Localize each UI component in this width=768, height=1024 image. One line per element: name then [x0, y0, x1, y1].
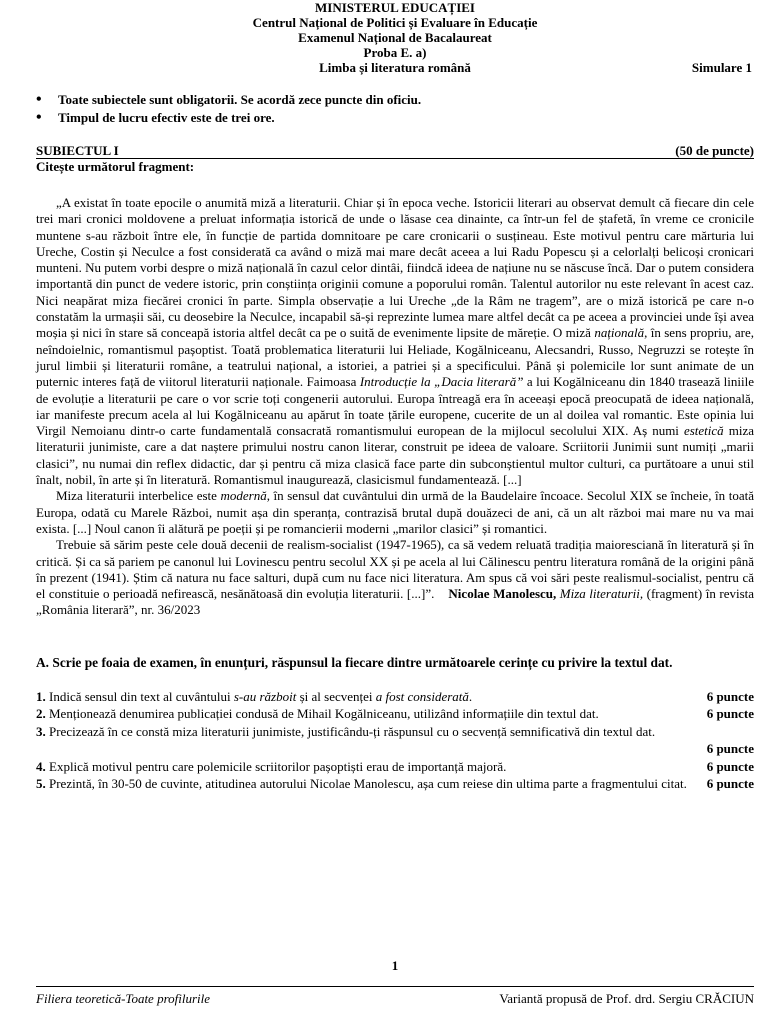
center-title: Centrul Național de Politici și Evaluare în Educație — [252, 15, 538, 30]
section-title: SUBIECTUL I — [36, 143, 119, 158]
part-a-title: A. Scrie pe foaia de examen, în enunțuri, răspunsul la fiecare dintre următoarele cerințe cu privire la textul dat. — [36, 654, 673, 670]
subject-row — [36, 60, 754, 75]
page-footer — [36, 986, 754, 1007]
subject-title: Limba și literatura română — [319, 60, 471, 75]
section-instruction: Citește următorul fragment: — [36, 159, 195, 174]
fragment-text — [36, 195, 754, 619]
ministry-title: MINISTERUL EDUCAȚIEI — [314, 0, 475, 15]
rule-item: • Timpul de lucru efectiv este de trei ore. — [36, 109, 754, 127]
requirement-item: 6 puncte 2. Menționează denumirea publicației condusă de Mihail Kogălniceanu, utilizând informațiile din textul dat. — [36, 706, 754, 722]
section-points: (50 de puncte) — [675, 143, 754, 158]
source-rest: (fragment) în revista „România literară”, nr. 36/2023 — [36, 586, 755, 618]
page-number: 1 — [391, 958, 399, 973]
requirement-item: 6 puncte 4. Explică motivul pentru care polemicile scriitorilor pașoptiști erau de importanță majoră. — [36, 758, 754, 774]
fragment-paragraph: Miza literaturii interbelice este modernă, în sensul dat cuvântului din urmă de la Baudelaire încoace. Secolul XIX se încheie, în toată Europa, odată cu Marele Război, numit așa din speranța, contrazisă brutal după douăzeci de ani, că un alt război mai mare nu va mai exista. [...] Noul canon îi alătură pe poeții și pe romancierii moderni „marilor clasici” și romantici. — [36, 488, 754, 536]
source-title: Miza literaturii, — [559, 586, 644, 602]
rules-list — [36, 91, 754, 127]
proba-title: Proba E. a) — [363, 45, 427, 60]
source-author: Nicolae Manolescu, — [448, 586, 557, 602]
exam-title: Examenul Național de Bacalaureat — [298, 30, 492, 45]
exam-page — [36, 0, 755, 1006]
requirement-item: 3. Precizează în ce constă miza literaturii junimiste, justificându-ți răspunsul cu o secvență semnificativă din textul dat. 6 puncte — [36, 723, 754, 757]
rule-item: • Toate subiectele sunt obligatorii. Se acordă zece puncte din oficiu. — [36, 91, 754, 109]
footer-right: Variantă propusă de Prof. drd. Sergiu CRĂCIUN — [499, 991, 754, 1006]
fragment-paragraph: „A existat în toate epocile o anumită miză a literaturii. Chiar și în epoca veche. Istoricii literari au observat demult că fiecare din cele trei mari cronici moldovene a preluat informația istorică de unde o lăsase cea dinainte, ca într-un fel de ștafetă, în vreme ce cronicile muntene s-au războit între ele, în funcție de partida domnitoare pe care cronicarii o susțineau. Este motivul pentru care mărturia lui Ureche, Costin și Neculce a fost considerată ca având o miză mai mare decât aceea a lui Radu Popescu și a celorlalți belicoși cronicari munteni. Nu putem vorbi despre o miză națională în cazul celor dintâi, fiindcă ideea de națiune nu se născuse încă. Dar o putem considera importantă din punct de vedere istoric, prin conștiința originii comune a poporului român. Talentul autorilor nu este relevant în acest caz. Nici neapărat miza fiecărei cronici în parte. Simpla observație a lui Ureche „de la Râm ne tragem”, are o miză istorică pe care n-o constatăm la urmașii săi, cu deosebire la Neculce, incapabil să-și reprezinte lumea mare altfel decât ca pe aceea a provinciei unde își avea moșia și nici în stare să conceapă istoria altfel decât ca pe o suită de evenimente lipsite de măreție. O miză națională, în sens propriu, are, neîndoielnic, romantismul pașoptist. Toată problematica literaturii lui Heliade, Kogălniceanu, Alecsandri, Russo, Negruzzi se rotește în jurul limbii și literaturii române, a teatrului național, a istoriei, a patriei și a specificului. Până și polemicile lor sunt animate de un puternic interes față de viitorul literaturii naționale. Faimoasa Introducție la „Dacia literară” a lui Kogălniceanu din 1840 trasează liniile de evoluție a literaturii pe care o vor scrie toți congenerii autorului. Europa întreagă era în aceeași epocă preocupată de ideea națională, iar manifeste precum acela al lui Kogălniceanu au apărut în toate țările europene, cucerite de un al doilea val romantic. Este opinia lui Virgil Nemoianu dintr-o carte fundamentală consacrată romantismului european de la mijlocul secolului XIX. Aș numi estetică miza literaturii junimiste, care a dat naștere primului nostru canon literar, construit pe ideea de valoare. Scriitorii Junimii sunt numiți „marii clasici”, nu numai din reflex didactic, dar și pentru că miza clasică face parte din subconștientul multor culturi, ca purtătoare a unui stil înalt, nobil, în arte și în literatură. Romantismul inaugurează, clasicismul fundamentează. [...] — [36, 195, 755, 488]
simulation-label: Simulare 1 — [691, 60, 752, 75]
requirement-item: 5. Prezintă, în 30-50 de cuvinte, atitudinea autorului Nicolae Manolescu, așa cum reiese din ultima parte a fragmentului citat. 6 puncte — [36, 776, 754, 792]
requirements-list — [36, 688, 754, 793]
requirement-item: 6 puncte 1. Indică sensul din text al cuvântului s-au războit și al secvenței a fost considerată. — [36, 688, 754, 704]
exam-header — [36, 0, 754, 75]
footer-left: Filiera teoretică-Toate profilurile — [36, 991, 211, 1006]
fragment-paragraph: Trebuie să sărim peste cele două decenii de realism-socialist (1947-1965), ca să vedem reluată tradiția maioresciană în literatură și în critică. Și ca să pariem pe canonul lui Lovinescu pentru secolul XX și pe acela al lui Călinescu pentru literatura română de la origini până în prezent (1941). Știm că natura nu face salturi, după cum nu face nici literatura. Am spus că voi sări peste realismul-socialist, pentru că el constituie o perioadă nefirească, nesănătoasă din evoluția literaturii. [...]”. Nicolae Manolescu, Miza literaturii, (fragment) în revista „România literară”, nr. 36/2023 — [36, 537, 755, 618]
section-heading — [36, 143, 754, 159]
